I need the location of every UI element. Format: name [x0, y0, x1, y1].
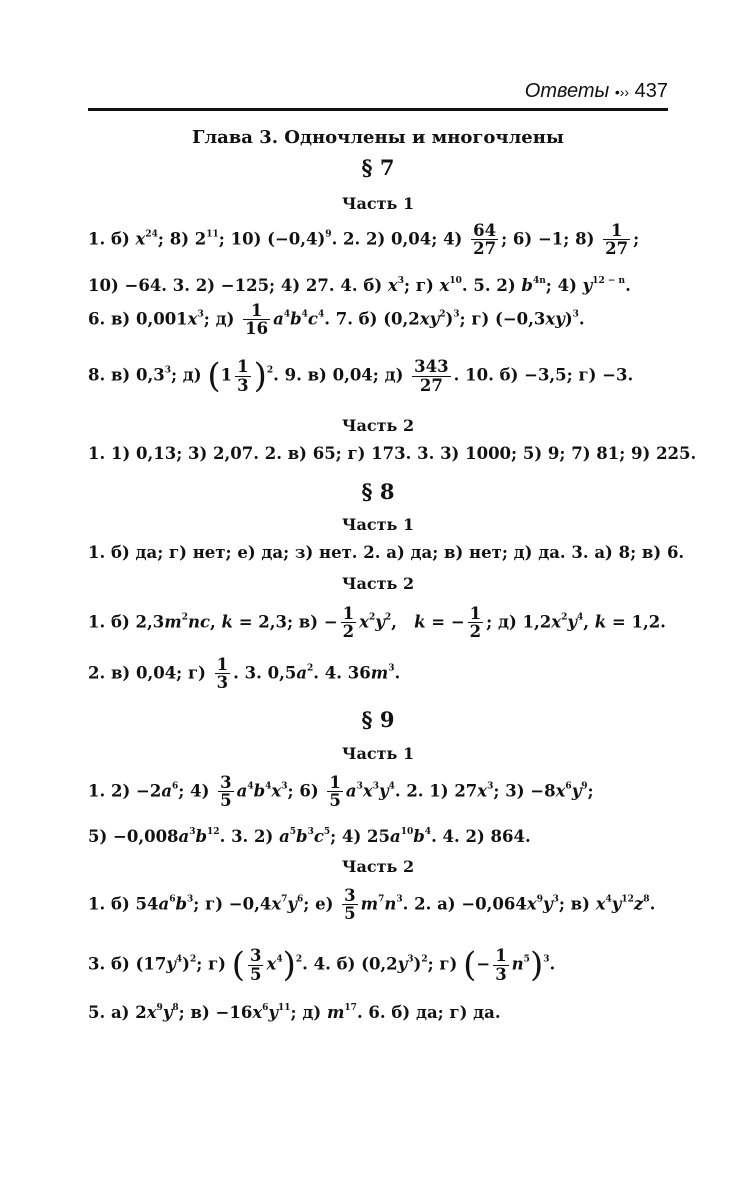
answer-line: 1. б) да; г) нет; е) да; з) нет. 2. а) да; в) нет; д) да. 3. а) 8; в) 6. [88, 543, 685, 562]
answer-line: 1. б) $2,3m^2nc$, k = 2,3; в) − $\frac{1}{2}$ $x^2y^2$, k = − $\frac{1}{2}$ ; д) $1,2x^2y^4$, k = 1,2. [88, 604, 666, 642]
answer-line: 8. в) $0,3^3$; д) (1 $\frac{1}{3}$ )$^2$. 9. в) 0,04; д) $\frac{343}{27}$ . 10. б) −3,5; г) −3. [88, 356, 634, 396]
fraction: $\frac{1}{2}$ [469, 604, 482, 642]
fraction: $\frac{3}{5}$ [220, 773, 232, 811]
part-heading: Часть 1 [341, 194, 415, 213]
answer-line: 2. в) 0,04; г) $\frac{1}{3}$ . 3. $0,5a^2$. 4. $36m^3$. [88, 655, 401, 693]
section-heading: § 8 [361, 479, 395, 504]
answer-line: 5. а) $2x^9y^8$; $в) -16x^6y^{11}$; д) $m^{17}$. 6. б) да; г) да. [88, 1003, 501, 1022]
running-header [88, 74, 668, 110]
header-title: Ответы [524, 80, 610, 102]
fraction: $\frac{1}{5}$ [329, 773, 341, 811]
fraction: $\frac{3}{5}$ [250, 946, 262, 984]
fraction: $\frac{1}{2}$ [342, 604, 355, 642]
section-heading: § 9 [361, 707, 395, 732]
fraction: $\frac{1}{16}$ [245, 301, 269, 339]
chapter-title: Глава 3. Одночлены и многочлены [192, 127, 564, 148]
section-heading: § 7 [361, 155, 395, 180]
fraction: $\frac{1}{27}$ [605, 221, 629, 259]
fraction: $\frac{343}{27}$ [414, 357, 449, 395]
part-heading: Часть 2 [341, 574, 415, 593]
part-heading: Часть 1 [341, 515, 415, 534]
answer-line: 3. б) $(17y^4)^2$; г) ( $\frac{3}{5}$ $x^4)^2$. 4. б) $(0,2y^3)^2$; г) (− $\frac{1}{3}$ $n^5)^3$. [88, 945, 556, 985]
fraction: $\frac{1}{3}$ [237, 357, 249, 395]
part-heading: Часть 2 [341, 857, 415, 876]
answer-line: 1. $2) -2a^6$; 4) $\frac{3}{5}$ $a^4b^4x^3$; 6) $\frac{1}{5}$ $a^3x^3y^4$. 2. 1) $27x^3$; $3) -8x^6y^9$; [88, 773, 594, 811]
arrow-glyph-icon: •›› [614, 84, 630, 100]
answer-line: 10) −64. 3. 2) −125; 4) 27. 4. б) $x^3$; г) $x^{10}$. 5. 2) $b^{4n}$; 4) $y^{12 - n}$. [88, 276, 631, 295]
fraction: $\frac{1}{3}$ [495, 946, 507, 984]
part-heading: Часть 2 [341, 416, 415, 435]
answer-line: $5) -0,008a^3b^{12}$. 3. 2) $a^5b^3c^5$; 4) $25a^{10}b^4$. 4. 2) 864. [88, 827, 531, 846]
fraction: $\frac{3}{5}$ [344, 886, 356, 924]
part-heading: Часть 1 [341, 744, 415, 763]
header-rule [88, 108, 668, 111]
page-number: 437 [634, 80, 668, 102]
running-title [525, 80, 668, 103]
answer-line: 1. 1) 0,13; 3) 2,07. 2. в) 65; г) 173. 3. 3) 1000; 5) 9; 7) 81; 9) 225. [88, 444, 697, 463]
answer-line: 1. б) $x^{24}$; 8) $2^{11}$; 10) $(-0,4)^9$. 2. 2) 0,04; 4) $\frac{64}{27}$ ; 6) −1; 8) $\frac{1}{27}$ ; [88, 221, 640, 259]
answer-line: 1. б) $54a^6b^3$; $г) -0,4x^7y^6$; е) $\frac{3}{5}$ $m^7n^3$. 2. $а) -0,064x^9y^3$; в) $x^4y^{12}z^8$. [88, 886, 656, 924]
fraction: $\frac{1}{3}$ [216, 655, 229, 693]
fraction: $\frac{64}{27}$ [473, 221, 497, 259]
answer-line: 6. в) $0,001x^3$; д) $\frac{1}{16}$ $a^4b^4c^4$. 7. б) $(0,2xy^2)^3$; г) $(-0,3xy)^3$. [88, 301, 585, 339]
